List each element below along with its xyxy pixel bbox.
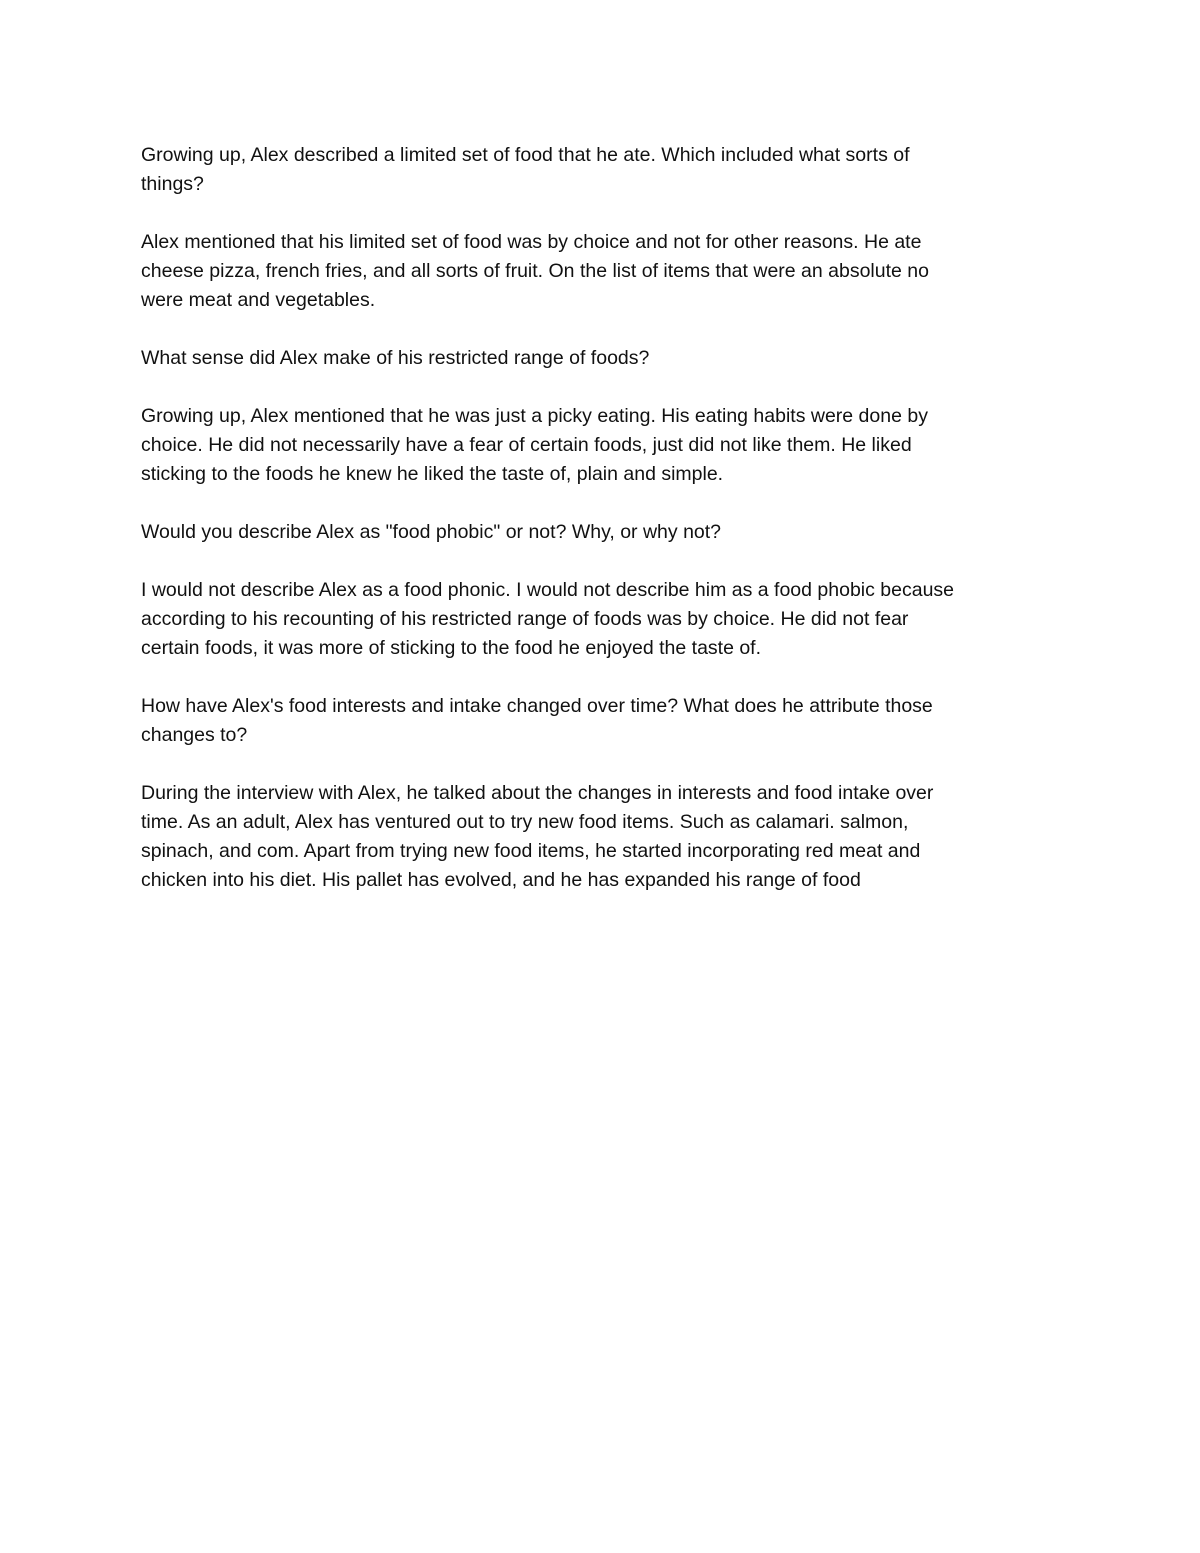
answer-changes-over-time: During the interview with Alex, he talked about the changes in interests and food intake over time. As an adult, Alex has ventured out to try new food items. Such as calamari. salmon, spinach, and com. Apart from trying new food items, he started incorporating red meat and chicken into his diet. His pallet has evolved, and he has expanded his range of food	[141, 782, 934, 891]
question-childhood-foods: Growing up, Alex described a limited set of food that he ate. Which included what sorts of things?	[141, 144, 910, 195]
question-restricted-range: What sense did Alex make of his restricted range of foods?	[141, 347, 650, 369]
answer-food-phobic: I would not describe Alex as a food phonic. I would not describe him as a food phobic because according to his recounting of his restricted range of foods was by choice. He did not fear certain foods, it was more of sticking to the food he enjoyed the taste of.	[141, 579, 955, 659]
question-changes-over-time: How have Alex's food interests and intake changed over time? What does he attribute those changes to?	[141, 695, 933, 746]
document-body	[141, 141, 1046, 924]
question-food-phobic: Would you describe Alex as "food phobic" or not? Why, or why not?	[141, 521, 722, 543]
answer-childhood-foods: Alex mentioned that his limited set of food was by choice and not for other reasons. He ate cheese pizza, french fries, and all sorts of fruit. On the list of items that were an absolute no were meat and vegetables.	[141, 231, 929, 311]
answer-restricted-range: Growing up, Alex mentioned that he was just a picky eating. His eating habits were done by choice. He did not necessarily have a fear of certain foods, just did not like them. He liked sticking to the foods he knew he liked the taste of, plain and simple.	[141, 405, 928, 485]
